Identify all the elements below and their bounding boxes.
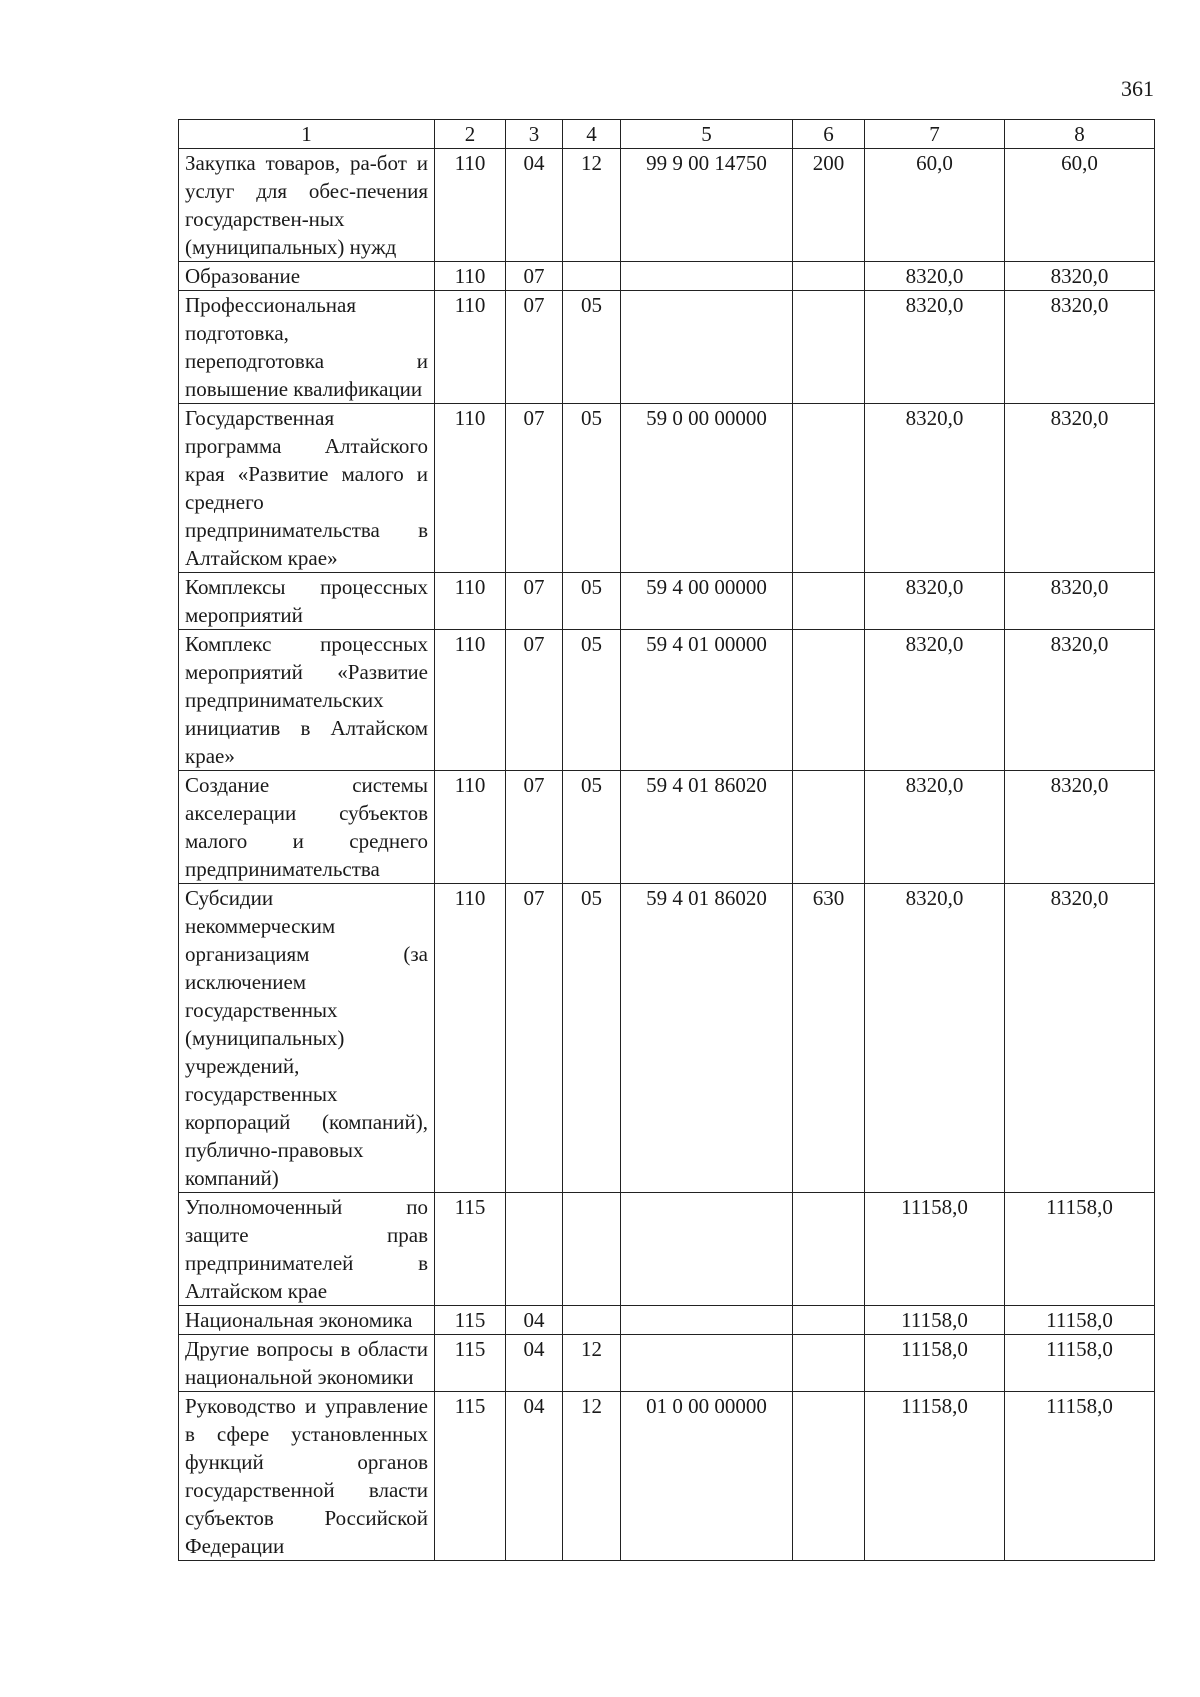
code-col4: 05 bbox=[563, 573, 621, 630]
row-name: Государственная программа Алтайского края «Развитие малого и среднего предпринимательства в Алтайском крае» bbox=[179, 404, 435, 573]
code-col6: 630 bbox=[793, 884, 865, 1193]
amount-col7: 11158,0 bbox=[865, 1392, 1005, 1561]
amount-col7: 8320,0 bbox=[865, 771, 1005, 884]
code-col5 bbox=[621, 291, 793, 404]
code-col2: 110 bbox=[435, 404, 506, 573]
table-row bbox=[179, 1193, 1155, 1306]
row-name: Образование bbox=[179, 262, 435, 291]
code-col3: 07 bbox=[506, 630, 563, 771]
code-col6 bbox=[793, 1392, 865, 1561]
table-row bbox=[179, 573, 1155, 630]
amount-col7: 11158,0 bbox=[865, 1335, 1005, 1392]
code-col2: 110 bbox=[435, 573, 506, 630]
amount-col7: 8320,0 bbox=[865, 404, 1005, 573]
code-col2: 110 bbox=[435, 291, 506, 404]
code-col5: 59 4 01 86020 bbox=[621, 771, 793, 884]
code-col6 bbox=[793, 1306, 865, 1335]
column-header: 1 bbox=[179, 120, 435, 149]
table-row bbox=[179, 771, 1155, 884]
code-col3: 07 bbox=[506, 262, 563, 291]
code-col4: 05 bbox=[563, 630, 621, 771]
table-row bbox=[179, 1392, 1155, 1561]
amount-col7: 11158,0 bbox=[865, 1193, 1005, 1306]
amount-col7: 8320,0 bbox=[865, 630, 1005, 771]
amount-col8: 8320,0 bbox=[1005, 884, 1155, 1193]
code-col6 bbox=[793, 1193, 865, 1306]
code-col2: 110 bbox=[435, 630, 506, 771]
header-row bbox=[179, 120, 1155, 149]
row-name: Закупка товаров, ра-бот и услуг для обес-печения государствен-ных (муниципальных) нужд bbox=[179, 149, 435, 262]
amount-col7: 8320,0 bbox=[865, 291, 1005, 404]
table-row bbox=[179, 404, 1155, 573]
code-col4: 05 bbox=[563, 884, 621, 1193]
page-number: 361 bbox=[1121, 76, 1154, 101]
table-row bbox=[179, 630, 1155, 771]
code-col5: 99 9 00 14750 bbox=[621, 149, 793, 262]
column-header: 6 bbox=[793, 120, 865, 149]
amount-col8: 11158,0 bbox=[1005, 1392, 1155, 1561]
column-header: 8 bbox=[1005, 120, 1155, 149]
code-col4: 05 bbox=[563, 771, 621, 884]
code-col3: 04 bbox=[506, 1392, 563, 1561]
code-col2: 110 bbox=[435, 262, 506, 291]
code-col3: 07 bbox=[506, 771, 563, 884]
row-name: Национальная экономика bbox=[179, 1306, 435, 1335]
amount-col8: 8320,0 bbox=[1005, 404, 1155, 573]
code-col5: 01 0 00 00000 bbox=[621, 1392, 793, 1561]
amount-col8: 11158,0 bbox=[1005, 1193, 1155, 1306]
table-row bbox=[179, 291, 1155, 404]
code-col5: 59 4 00 00000 bbox=[621, 573, 793, 630]
amount-col8: 8320,0 bbox=[1005, 291, 1155, 404]
code-col4: 12 bbox=[563, 1335, 621, 1392]
column-header: 5 bbox=[621, 120, 793, 149]
row-name: Комплекс процессных мероприятий «Развитие предпринимательских инициатив в Алтайском крае» bbox=[179, 630, 435, 771]
amount-col7: 11158,0 bbox=[865, 1306, 1005, 1335]
code-col2: 115 bbox=[435, 1335, 506, 1392]
column-header: 4 bbox=[563, 120, 621, 149]
row-name: Уполномоченный по защите прав предпринимателей в Алтайском крае bbox=[179, 1193, 435, 1306]
budget-table bbox=[178, 119, 1155, 1561]
table-row bbox=[179, 884, 1155, 1193]
amount-col7: 60,0 bbox=[865, 149, 1005, 262]
code-col4 bbox=[563, 1306, 621, 1335]
amount-col8: 11158,0 bbox=[1005, 1306, 1155, 1335]
code-col6 bbox=[793, 771, 865, 884]
column-header: 3 bbox=[506, 120, 563, 149]
code-col6 bbox=[793, 404, 865, 573]
row-name: Другие вопросы в области национальной экономики bbox=[179, 1335, 435, 1392]
code-col4 bbox=[563, 262, 621, 291]
code-col2: 110 bbox=[435, 149, 506, 262]
code-col5: 59 0 00 00000 bbox=[621, 404, 793, 573]
code-col5: 59 4 01 00000 bbox=[621, 630, 793, 771]
amount-col8: 11158,0 bbox=[1005, 1335, 1155, 1392]
code-col4: 12 bbox=[563, 1392, 621, 1561]
code-col5 bbox=[621, 1193, 793, 1306]
amount-col8: 60,0 bbox=[1005, 149, 1155, 262]
code-col6 bbox=[793, 262, 865, 291]
code-col6: 200 bbox=[793, 149, 865, 262]
amount-col8: 8320,0 bbox=[1005, 630, 1155, 771]
code-col4: 05 bbox=[563, 291, 621, 404]
code-col3: 07 bbox=[506, 573, 563, 630]
code-col3: 04 bbox=[506, 149, 563, 262]
code-col4: 12 bbox=[563, 149, 621, 262]
code-col5 bbox=[621, 262, 793, 291]
code-col2: 115 bbox=[435, 1306, 506, 1335]
amount-col8: 8320,0 bbox=[1005, 573, 1155, 630]
code-col3: 04 bbox=[506, 1306, 563, 1335]
code-col2: 115 bbox=[435, 1392, 506, 1561]
code-col3: 07 bbox=[506, 404, 563, 573]
row-name: Профессиональная подготовка, переподготовка и повышение квалификации bbox=[179, 291, 435, 404]
code-col5: 59 4 01 86020 bbox=[621, 884, 793, 1193]
amount-col8: 8320,0 bbox=[1005, 771, 1155, 884]
code-col3 bbox=[506, 1193, 563, 1306]
amount-col7: 8320,0 bbox=[865, 884, 1005, 1193]
row-name: Субсидии некоммерческим организациям (за исключением государственных (муниципальных) учреждений, государственных корпораций (компаний), публично-правовых компаний) bbox=[179, 884, 435, 1193]
column-header: 2 bbox=[435, 120, 506, 149]
code-col2: 110 bbox=[435, 884, 506, 1193]
row-name: Создание системы акселерации субъектов малого и среднего предпринимательства bbox=[179, 771, 435, 884]
code-col3: 04 bbox=[506, 1335, 563, 1392]
row-name: Руководство и управление в сфере установленных функций органов государственной власти субъектов Российской Федерации bbox=[179, 1392, 435, 1561]
code-col2: 115 bbox=[435, 1193, 506, 1306]
amount-col7: 8320,0 bbox=[865, 262, 1005, 291]
amount-col7: 8320,0 bbox=[865, 573, 1005, 630]
code-col5 bbox=[621, 1306, 793, 1335]
code-col4 bbox=[563, 1193, 621, 1306]
code-col4: 05 bbox=[563, 404, 621, 573]
code-col6 bbox=[793, 291, 865, 404]
table-row bbox=[179, 1335, 1155, 1392]
code-col3: 07 bbox=[506, 884, 563, 1193]
code-col5 bbox=[621, 1335, 793, 1392]
table-row bbox=[179, 149, 1155, 262]
table-row bbox=[179, 1306, 1155, 1335]
code-col6 bbox=[793, 630, 865, 771]
amount-col8: 8320,0 bbox=[1005, 262, 1155, 291]
code-col2: 110 bbox=[435, 771, 506, 884]
code-col6 bbox=[793, 573, 865, 630]
column-header: 7 bbox=[865, 120, 1005, 149]
code-col6 bbox=[793, 1335, 865, 1392]
row-name: Комплексы процессных мероприятий bbox=[179, 573, 435, 630]
table-row bbox=[179, 262, 1155, 291]
code-col3: 07 bbox=[506, 291, 563, 404]
